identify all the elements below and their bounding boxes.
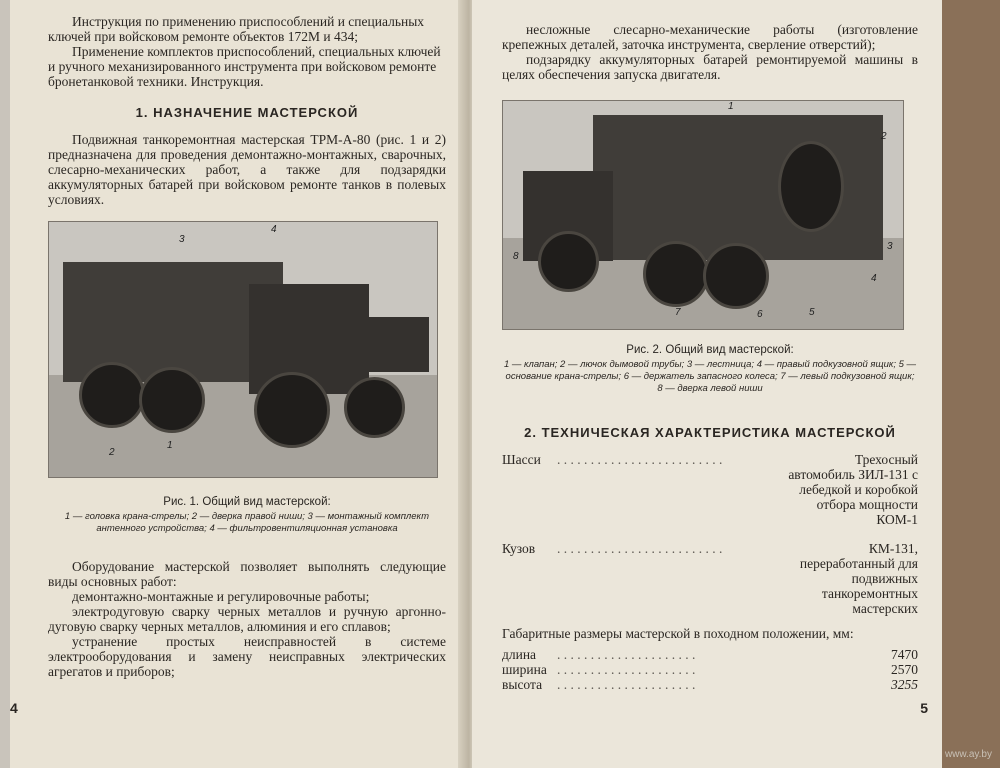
section-2-title: 2. ТЕХНИЧЕСКАЯ ХАРАКТЕРИСТИКА МАСТЕРСКОЙ bbox=[524, 425, 896, 440]
dimension-value: 7470 bbox=[891, 647, 918, 662]
spec-row-body bbox=[502, 541, 918, 616]
dimension-row bbox=[502, 647, 918, 662]
page-number-left: 4 bbox=[10, 700, 18, 716]
figure-callout: 2 bbox=[881, 131, 887, 142]
intro-line: бронетанковой техники. Инструкция. bbox=[48, 74, 264, 89]
intro-paragraph bbox=[48, 14, 446, 89]
work-item: несложные слесарно-механические работы (изготовление крепежных деталей, заточка инструмента, сверление отверстий); bbox=[502, 22, 918, 52]
right-page bbox=[472, 0, 942, 768]
watermark: www.ay.by bbox=[944, 749, 992, 760]
figure-1-caption-text: 1 — головка крана-стрелы; 2 — дверка правой ниши; 3 — монтажный комплект антенного устройства; 4 — фильтровентиляционная установка bbox=[64, 511, 430, 534]
figure-callout: 8 bbox=[513, 251, 519, 262]
spec-label: Кузов bbox=[502, 541, 536, 556]
figure-callout: 7 bbox=[675, 307, 681, 318]
equipment-intro: Оборудование мастерской позволяет выполнять следующие виды основных работ: bbox=[48, 559, 446, 589]
figure-callout: 4 bbox=[271, 224, 277, 235]
spec-label: Шасси bbox=[502, 452, 541, 467]
dimension-value: 3255 bbox=[891, 677, 918, 692]
work-item: демонтажно-монтажные и регулировочные работы; bbox=[72, 589, 370, 604]
figure-callout: 3 bbox=[887, 241, 893, 252]
spec-value: КМ-131, переработанный для подвижных танкоремонтных мастерских bbox=[799, 541, 918, 616]
page-number-right: 5 bbox=[920, 700, 928, 716]
work-item: устранение простых неисправностей в системе электрооборудования и замену неисправных электрических агрегатов и приборов; bbox=[48, 634, 446, 679]
section-1-text: Подвижная танкоремонтная мастерская ТРМ-А-80 (рис. 1 и 2) предназначена для проведения демонтажно-монтажных, сварочных, слесарно-механических работ, а также для подзарядки аккумуляторных батарей при войсковом ремонте танков в полевых условиях. bbox=[48, 132, 446, 207]
dimension-row bbox=[502, 677, 918, 692]
figure-callout: 6 bbox=[757, 309, 763, 320]
dimension-value: 2570 bbox=[891, 662, 918, 677]
intro-line: Применение комплектов приспособлений, специальных ключей bbox=[72, 44, 441, 59]
figure-2-caption-title: Рис. 2. Общий вид мастерской: bbox=[626, 344, 794, 356]
dimension-label: высота bbox=[502, 677, 543, 692]
dimension-row bbox=[502, 662, 918, 677]
figure-callout: 5 bbox=[809, 307, 815, 318]
dimension-label: длина bbox=[502, 647, 537, 662]
leader-dots: . . . . . . . . . . . . . . . . . . . . . bbox=[557, 662, 696, 677]
figure-callout: 2 bbox=[109, 447, 115, 458]
leader-dots: . . . . . . . . . . . . . . . . . . . . . . . . . bbox=[557, 541, 723, 556]
figure-callout: 1 bbox=[167, 440, 173, 451]
work-item: подзарядку аккумуляторных батарей ремонтируемой машины в целях обеспечения запуска двигателя. bbox=[502, 52, 918, 82]
dimension-label: ширина bbox=[502, 662, 547, 677]
intro-line: и ручного механизированного инструмента при войсковом ремонте bbox=[48, 59, 437, 74]
work-item: электродуговую сварку черных металлов и ручную аргонно-дуговую сварку черных металлов, алюминия и его сплавов; bbox=[48, 604, 446, 634]
figure-2-photo bbox=[502, 100, 904, 330]
intro-line: ключей при войсковом ремонте объектов 172М и 434; bbox=[48, 29, 358, 44]
spec-row-chassis bbox=[502, 452, 918, 527]
figure-callout: 3 bbox=[179, 234, 185, 245]
figure-callout: 1 bbox=[728, 101, 734, 112]
intro-line: Инструкция по применению приспособлений и специальных bbox=[72, 14, 425, 29]
leader-dots: . . . . . . . . . . . . . . . . . . . . . bbox=[557, 677, 696, 692]
left-page bbox=[10, 0, 472, 768]
section-1-title: 1. НАЗНАЧЕНИЕ МАСТЕРСКОЙ bbox=[135, 105, 359, 120]
figure-callout: 4 bbox=[871, 273, 877, 284]
figure-1-photo bbox=[48, 221, 438, 478]
leader-dots: . . . . . . . . . . . . . . . . . . . . . . . . . bbox=[557, 452, 723, 467]
leader-dots: . . . . . . . . . . . . . . . . . . . . . bbox=[557, 647, 696, 662]
spec-value: Трехосный автомобиль ЗИЛ-131 с лебедкой и коробкой отбора мощности КОМ-1 bbox=[788, 452, 918, 527]
figure-1-caption-title: Рис. 1. Общий вид мастерской: bbox=[163, 496, 331, 508]
dimensions-title: Габаритные размеры мастерской в походном положении, мм: bbox=[502, 626, 854, 641]
figure-2-caption-text: 1 — клапан; 2 — лючок дымовой трубы; 3 — лестница; 4 — правый подкузовной ящик; 5 — основание крана-стрелы; 6 — держатель запасного колеса; 7 — левый подкузовной ящик; 8 — дверка левой ниши bbox=[503, 359, 917, 394]
